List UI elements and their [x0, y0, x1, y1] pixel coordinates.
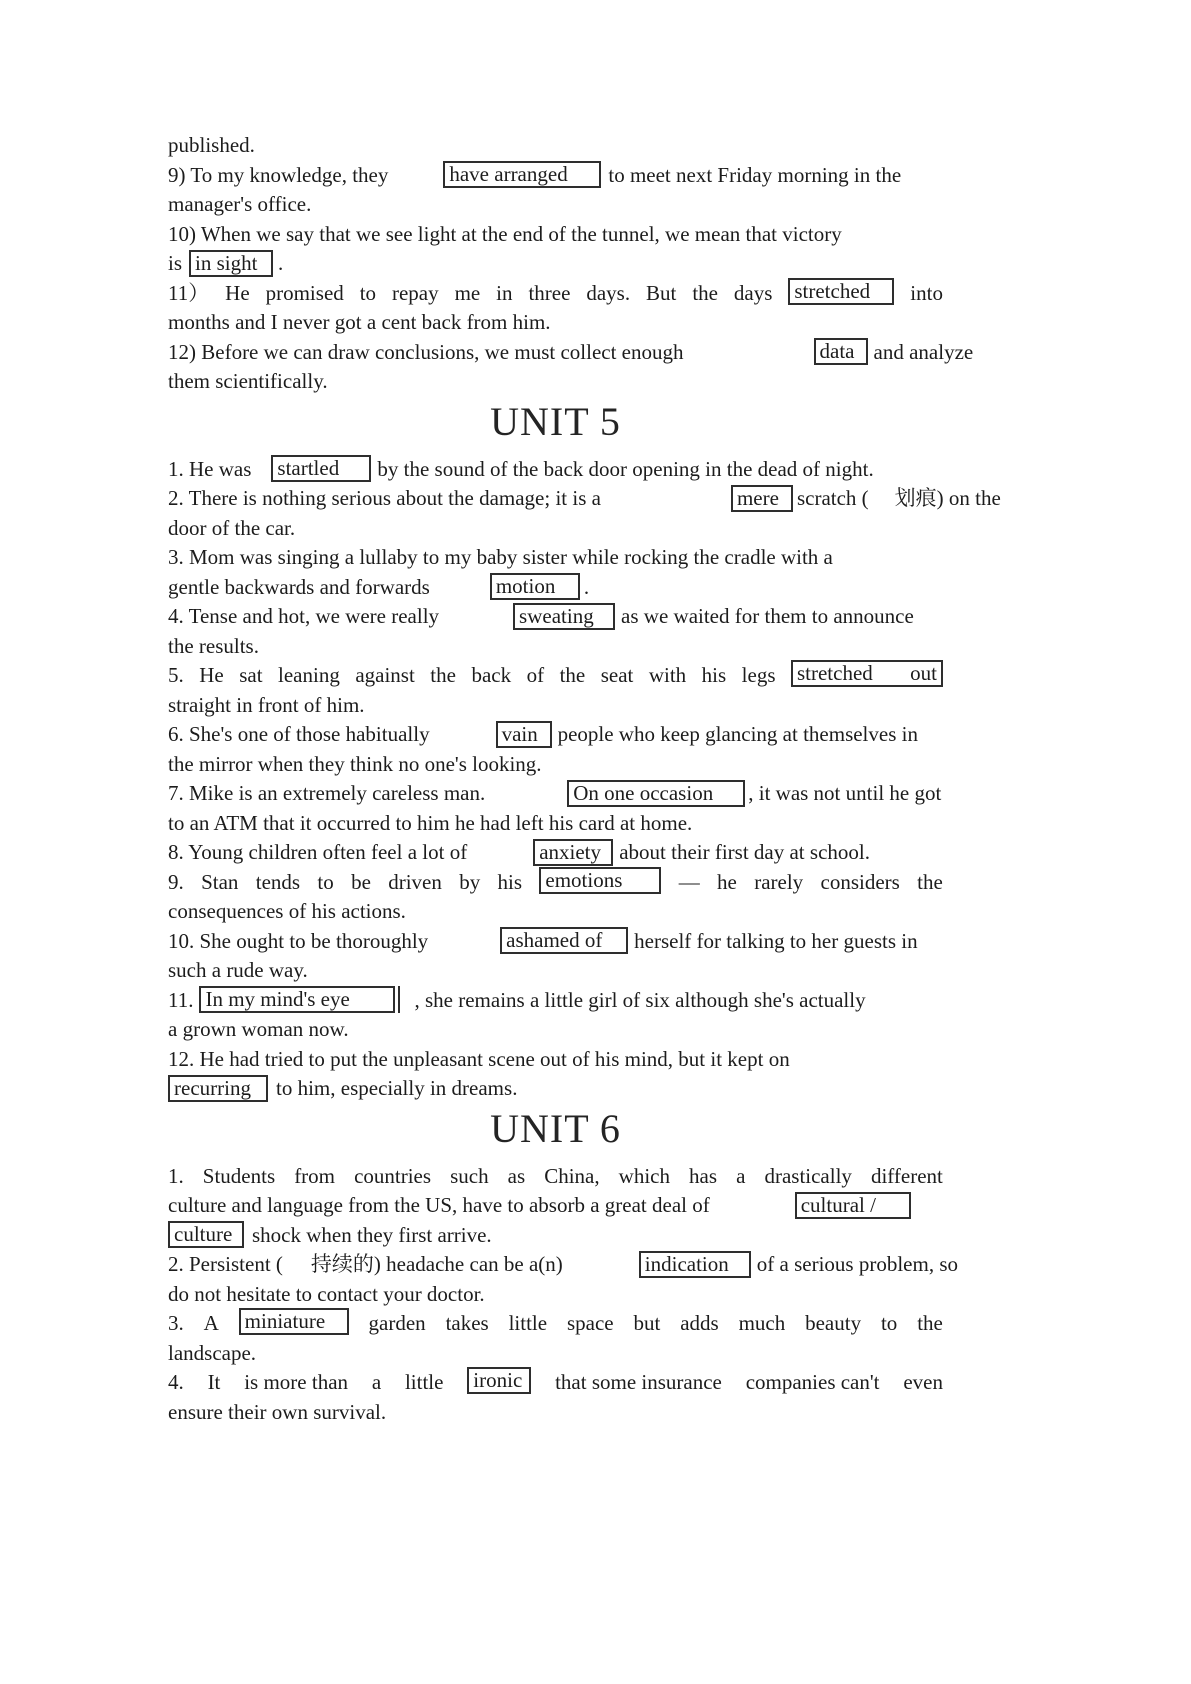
answer-text: have arranged	[449, 162, 568, 187]
text-run: that some insurance	[555, 1370, 722, 1394]
text-run: months and I never got a cent back from him.	[168, 310, 551, 334]
text-run: legs	[741, 663, 776, 687]
text-run: 8. Young children often feel a lot of	[168, 840, 468, 864]
text-run: 3.	[168, 1311, 184, 1335]
text-run: a grown woman now.	[168, 1017, 349, 1041]
text-line	[168, 720, 943, 750]
answer-box	[500, 927, 628, 954]
text-run: with	[648, 663, 687, 687]
text-run: to	[880, 1311, 898, 1335]
answer-text: vain	[501, 721, 538, 746]
spacing-gap	[428, 947, 500, 948]
answer-text: emotions	[545, 867, 623, 892]
answer-box	[567, 780, 745, 807]
answer-text: stretched	[796, 661, 873, 685]
text-run: the results.	[168, 633, 259, 658]
text-line	[168, 1221, 943, 1251]
text-run: He	[199, 663, 224, 687]
text-run: days	[733, 280, 773, 305]
text-run: little	[508, 1311, 548, 1335]
text-line	[168, 1368, 943, 1398]
answer-box	[533, 839, 613, 866]
text-run: straight in front of him.	[168, 692, 365, 717]
text-run: manager's office.	[168, 192, 312, 216]
text-line	[168, 279, 943, 309]
text-run: them scientifically.	[168, 369, 328, 393]
text-run: the	[917, 869, 943, 894]
text-line	[168, 161, 943, 191]
text-run: It	[207, 1370, 221, 1394]
text-line	[168, 838, 943, 868]
text-line	[168, 868, 943, 898]
text-run: the	[917, 1311, 943, 1335]
text-line	[168, 131, 943, 161]
text-run: his	[701, 663, 727, 687]
text-run: 2. There is nothing serious about the damage; it is a	[168, 486, 601, 510]
answer-box	[443, 161, 601, 188]
unit-heading: UNIT 5	[490, 398, 621, 444]
text-line	[168, 1339, 943, 1369]
text-run: leaning	[278, 663, 340, 687]
text-line	[168, 927, 943, 957]
text-run: to	[359, 280, 377, 305]
answer-box	[788, 278, 894, 305]
text-run: 11.	[168, 987, 194, 1012]
spacing-gap	[400, 1006, 414, 1007]
text-run: culture and language from the US, have to absorb a great deal of	[168, 1193, 710, 1217]
text-run: but	[633, 1311, 661, 1335]
text-run: has	[689, 1163, 718, 1188]
text-run: scratch (	[796, 486, 869, 510]
answer-text: in sight	[195, 250, 258, 275]
text-run: shock when they first arrive.	[252, 1222, 492, 1247]
text-run: 12) Before we can draw conclusions, we must collect enough	[168, 339, 684, 364]
text-run: 11）	[168, 280, 210, 305]
text-run: herself for talking to her guests in	[634, 928, 918, 953]
text-run: He	[225, 280, 250, 305]
text-run: to	[317, 869, 334, 894]
answer-text: startled	[277, 456, 340, 481]
text-run: little	[404, 1370, 444, 1394]
answer-text: sweating	[519, 603, 594, 628]
text-run: .	[583, 574, 590, 599]
spacing-gap	[601, 504, 731, 505]
text-run: But	[646, 280, 677, 305]
text-run: repay	[391, 280, 439, 305]
text-run: is more than	[244, 1370, 349, 1394]
text-run: space	[566, 1311, 614, 1335]
text-run: 9) To my knowledge, they	[168, 162, 389, 187]
spacing-gap	[563, 1270, 639, 1271]
answer-text: stretched	[794, 278, 871, 303]
answer-box	[814, 338, 868, 365]
text-run: a	[371, 1370, 382, 1394]
text-run: published.	[168, 133, 255, 157]
text-line	[168, 956, 943, 986]
answer-box	[513, 603, 615, 630]
text-run: in	[496, 280, 513, 305]
text-run: by	[459, 869, 481, 894]
text-run: the mirror when they think no one's looking.	[168, 751, 542, 776]
text-run: landscape.	[168, 1340, 257, 1365]
text-run: which	[618, 1163, 670, 1188]
text-line	[168, 1015, 943, 1045]
text-line	[168, 1074, 943, 1104]
text-run: driven	[388, 869, 442, 894]
spacing-gap	[388, 181, 443, 182]
text-run: .	[278, 251, 284, 275]
text-run: 6. She's one of those habitually	[168, 722, 430, 746]
answer-text: culture	[174, 1222, 233, 1247]
text-line	[168, 691, 943, 721]
text-run: much	[738, 1311, 786, 1335]
text-run: takes	[445, 1311, 489, 1335]
answer-text: On one occasion	[573, 780, 714, 805]
text-run: to meet next Friday morning in the	[608, 162, 902, 187]
text-run: adds	[680, 1311, 719, 1335]
unit-section	[168, 1105, 958, 1428]
answer-text: motion	[495, 574, 556, 599]
spacing-gap	[485, 799, 567, 800]
text-run: 1.	[168, 1163, 184, 1188]
text-line	[168, 543, 943, 573]
text-line	[168, 573, 943, 603]
text-run: by the sound of the back door opening in the dead of night.	[377, 456, 874, 481]
spacing-gap	[430, 593, 490, 594]
unit-section	[168, 398, 1001, 1104]
text-line	[168, 514, 943, 544]
text-run: such a rude way.	[168, 958, 308, 982]
text-run: days.	[586, 280, 631, 305]
text-run: 5.	[168, 663, 184, 687]
answer-text: mere	[736, 485, 779, 510]
text-line	[168, 1309, 943, 1339]
text-run: as	[507, 1163, 526, 1188]
spacing-gap	[869, 504, 895, 505]
text-run: 7. Mike is an extremely careless man.	[168, 781, 486, 805]
spacing-gap	[684, 358, 814, 359]
answer-box	[639, 1251, 751, 1278]
text-run: 划痕) on the	[894, 486, 1001, 510]
answer-box	[467, 1367, 531, 1394]
answer-box	[168, 1221, 244, 1248]
answer-text: out	[910, 661, 937, 685]
answer-text: ironic	[473, 1368, 523, 1392]
text-run: —	[678, 869, 700, 894]
spacing-gap	[244, 1241, 252, 1242]
answer-box	[539, 867, 661, 894]
text-run: beauty	[805, 1311, 862, 1335]
text-run: A	[203, 1311, 219, 1335]
text-run: from	[294, 1163, 336, 1188]
text-line	[168, 367, 943, 397]
text-run: gentle backwards and forwards	[168, 574, 430, 599]
text-run: into	[910, 280, 943, 305]
text-run: 1. He was	[168, 456, 252, 481]
text-run: , she remains a little girl of six although she's actually	[414, 987, 866, 1012]
text-run: Students	[202, 1163, 276, 1188]
answer-box	[189, 250, 273, 277]
text-run: of a serious problem, so	[756, 1252, 958, 1276]
text-line	[168, 1280, 943, 1310]
text-run: 12. He had tried to put the unpleasant scene out of his mind, but it kept on	[168, 1046, 790, 1071]
text-run: do not hesitate to contact your doctor.	[168, 1281, 485, 1306]
text-line	[168, 661, 943, 691]
text-run: consequences of his actions.	[168, 899, 406, 923]
answer-text: ashamed of	[506, 928, 603, 953]
text-run: to him, especially in dreams.	[276, 1076, 518, 1100]
text-line	[168, 1250, 958, 1280]
text-run: 持续的) headache can be a(n)	[310, 1252, 563, 1276]
text-run: and analyze	[873, 339, 974, 364]
text-run: as we waited for them to announce	[621, 604, 914, 628]
text-run: a	[736, 1163, 746, 1188]
text-line	[168, 249, 943, 279]
text-run: back	[471, 663, 512, 687]
text-run: 4. Tense and hot, we were really	[168, 604, 440, 628]
text-run: to an ATM that it occurred to him he had left his card at home.	[168, 810, 693, 835]
text-run: Stan	[201, 869, 239, 894]
unit-section	[168, 131, 974, 397]
text-line	[168, 750, 943, 780]
answer-box	[791, 660, 943, 687]
spacing-gap	[283, 1270, 311, 1271]
text-run: door of the car.	[168, 515, 296, 540]
text-line	[168, 632, 943, 662]
text-run: the	[430, 663, 456, 687]
answer-text: cultural /	[800, 1192, 876, 1217]
text-run: 10) When we say that we see light at the end of the tunnel, we mean that victory	[168, 221, 842, 246]
text-line	[168, 1398, 943, 1428]
answer-box	[490, 573, 580, 600]
answer-box	[239, 1308, 349, 1335]
answer-box	[168, 1075, 268, 1102]
spacing-gap	[710, 1211, 795, 1212]
text-run: people who keep glancing at themselves in	[557, 722, 918, 746]
spacing-gap	[439, 622, 513, 623]
answer-text: recurring	[174, 1075, 251, 1100]
text-run: the	[692, 280, 718, 305]
text-run: 4.	[168, 1370, 184, 1394]
text-line	[168, 897, 943, 927]
answer-box	[496, 721, 552, 748]
text-line	[168, 1191, 943, 1221]
box-edge-line	[398, 986, 400, 1013]
text-run: different	[870, 1163, 943, 1188]
worksheet-document	[168, 131, 1001, 1427]
text-run: be	[351, 869, 371, 894]
text-run: garden	[368, 1311, 426, 1335]
text-line	[168, 338, 974, 368]
text-run: , it was not until he got	[748, 781, 942, 805]
text-run: China,	[544, 1163, 600, 1188]
text-run: his	[497, 869, 523, 894]
spacing-gap	[251, 475, 271, 476]
spacing-gap	[430, 740, 496, 741]
text-line	[168, 190, 943, 220]
text-run: 9.	[168, 869, 184, 894]
answer-text: miniature	[244, 1309, 326, 1333]
spacing-gap	[182, 269, 189, 270]
text-run: tends	[255, 869, 301, 894]
text-run: 2. Persistent (	[168, 1252, 283, 1276]
text-line	[168, 602, 943, 632]
text-run: me	[454, 280, 481, 305]
text-line	[168, 484, 1001, 514]
text-run: 3. Mom was singing a lullaby to my baby sister while rocking the cradle with a	[168, 545, 833, 569]
text-run: promised	[265, 280, 344, 305]
text-run: he	[717, 869, 737, 894]
text-run: drastically	[764, 1163, 852, 1188]
text-run: companies can't	[745, 1370, 880, 1394]
text-run: seat	[600, 663, 634, 687]
text-run: of	[526, 663, 545, 687]
text-run: against	[355, 663, 415, 687]
text-line	[168, 455, 943, 485]
text-run: 10. She ought to be thoroughly	[168, 928, 429, 953]
text-line	[168, 779, 943, 809]
text-line	[168, 809, 943, 839]
unit-heading: UNIT 6	[490, 1105, 621, 1151]
answer-text: indication	[644, 1251, 729, 1276]
spacing-gap	[268, 1094, 276, 1095]
text-run: three	[528, 280, 571, 305]
text-line	[168, 308, 943, 338]
answer-box	[731, 485, 793, 512]
spacing-gap	[467, 858, 533, 859]
text-run: is	[168, 251, 183, 275]
text-run: such	[450, 1163, 489, 1188]
text-run: about their first day at school.	[619, 840, 870, 864]
text-run: even	[903, 1370, 943, 1394]
answer-text: In my mind's eye	[205, 987, 350, 1012]
text-run: countries	[354, 1163, 432, 1188]
answer-text: anxiety	[539, 839, 602, 864]
text-line	[168, 1162, 943, 1192]
text-run: ensure their own survival.	[168, 1399, 387, 1424]
text-run: sat	[239, 663, 263, 687]
text-line	[168, 986, 943, 1016]
text-run: considers	[820, 869, 900, 894]
text-run: the	[559, 663, 586, 687]
answer-box	[795, 1192, 911, 1219]
text-line	[168, 220, 943, 250]
answer-box	[199, 986, 395, 1013]
answer-box	[271, 455, 371, 482]
text-line	[168, 1045, 943, 1075]
text-run: rarely	[754, 869, 804, 894]
answer-text: data	[819, 339, 855, 364]
